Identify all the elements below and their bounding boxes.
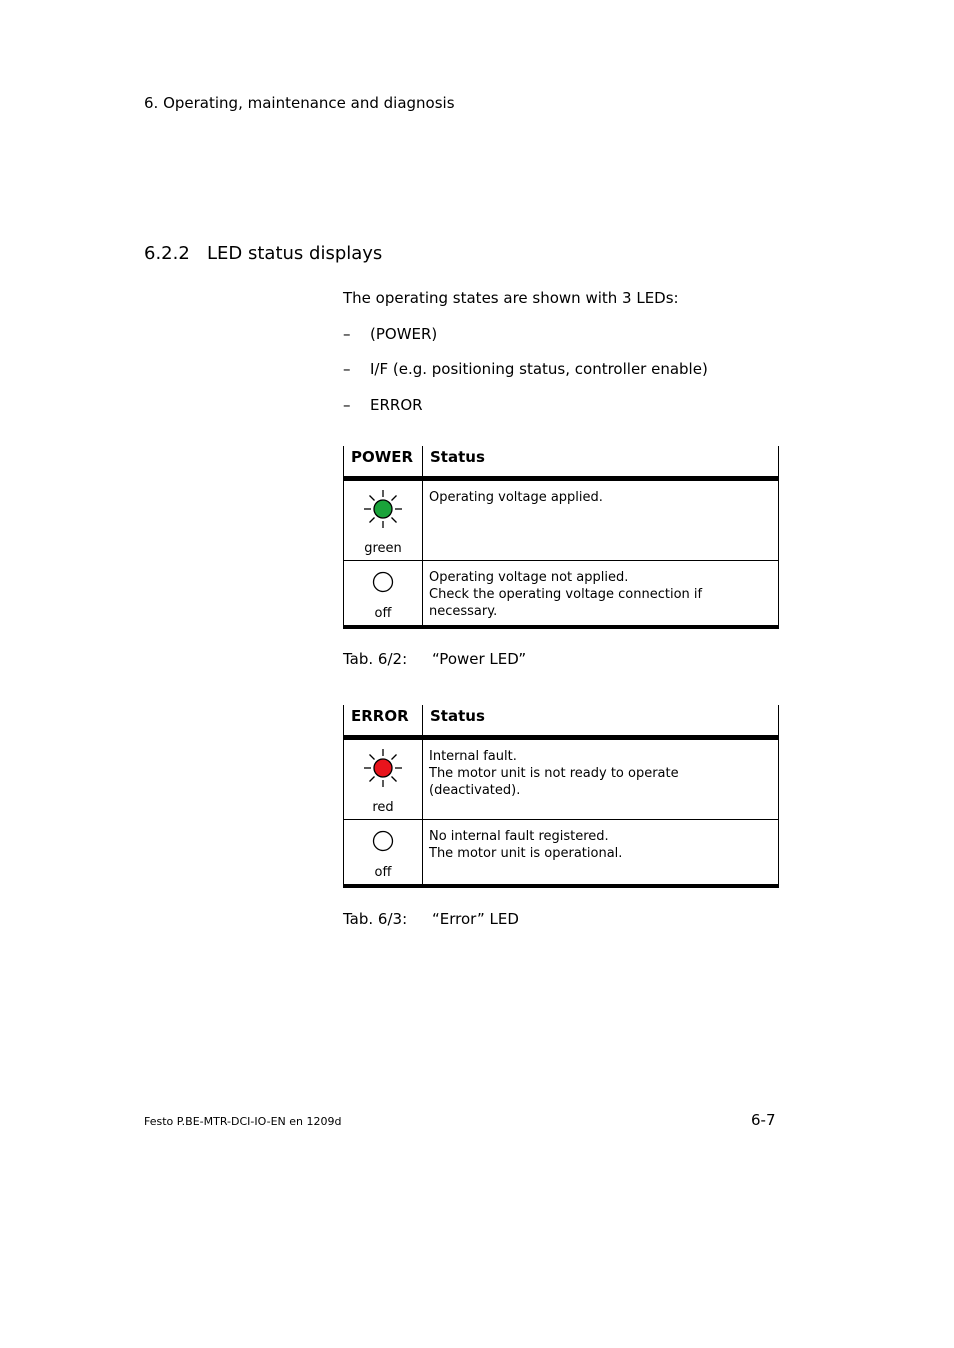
section-title: LED status displays: [207, 243, 383, 264]
column-header: Status: [423, 705, 779, 738]
list-item: – (POWER): [343, 325, 438, 343]
led-caption: red: [372, 800, 394, 815]
table-row: [344, 561, 779, 627]
led-red-on-icon: [363, 748, 403, 788]
status-text: Operating voltage applied.: [423, 479, 779, 561]
error-led-table: [343, 705, 779, 888]
column-header: Status: [423, 446, 779, 479]
running-header: 6. Operating, maintenance and diagnosis: [144, 94, 455, 112]
intro-text: The operating states are shown with 3 LEDs:: [343, 289, 679, 307]
section-heading: [144, 243, 382, 264]
table-caption: Tab. 6/3: “Error” LED: [343, 910, 519, 928]
table-row: [344, 820, 779, 886]
power-led-table: [343, 446, 779, 629]
led-caption: off: [374, 605, 392, 621]
table-row: [344, 479, 779, 561]
status-text: Internal fault. The motor unit is not ready to operate (deactivated).: [423, 738, 779, 820]
list-item: – I/F (e.g. positioning status, controller enable): [343, 360, 708, 378]
led-off-icon: [371, 570, 395, 594]
status-text: No internal fault registered. The motor unit is operational.: [423, 820, 779, 886]
led-caption: off: [374, 864, 392, 880]
led-off-icon: [371, 829, 395, 853]
led-caption: green: [364, 541, 402, 556]
column-header: POWER: [344, 446, 423, 479]
led-green-on-icon: [363, 489, 403, 529]
footer-document-id: Festo P.BE-MTR-DCI-IO-EN en 1209d: [144, 1115, 342, 1128]
table-caption: Tab. 6/2: “Power LED”: [343, 650, 527, 668]
status-text: Operating voltage not applied. Check the operating voltage connection if necessary.: [423, 561, 779, 627]
page-number: 6-7: [751, 1111, 776, 1129]
column-header: ERROR: [344, 705, 423, 738]
section-number: 6.2.2: [144, 243, 190, 264]
list-item: – ERROR: [343, 396, 423, 414]
table-row: [344, 738, 779, 820]
